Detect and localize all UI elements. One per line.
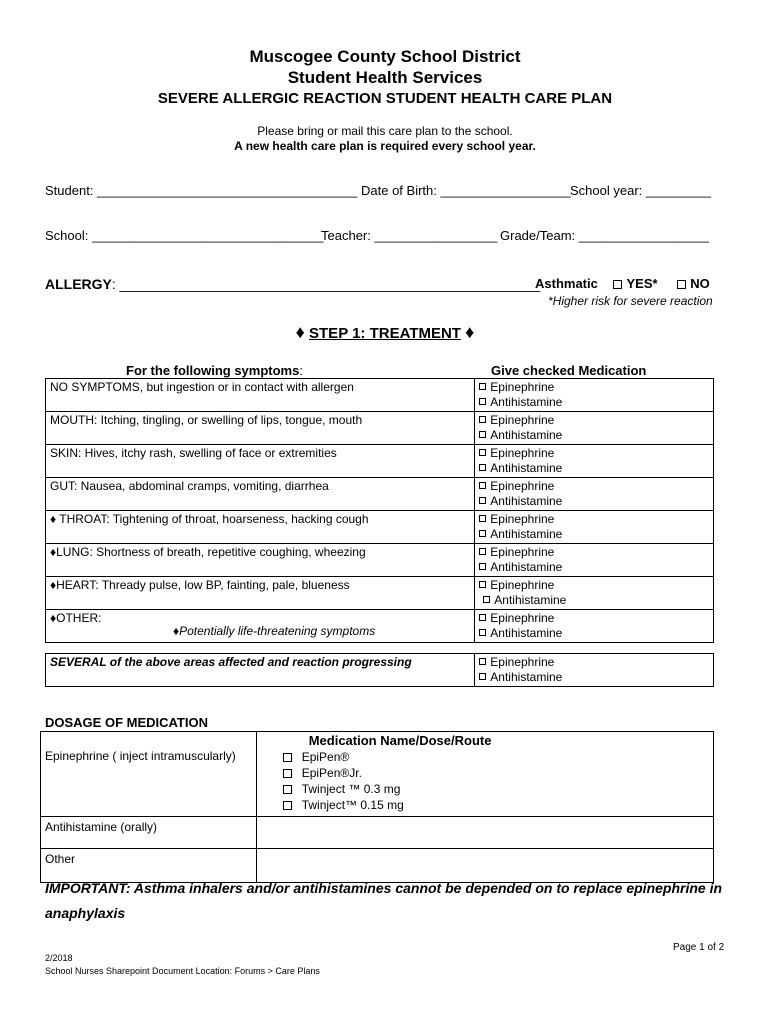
diamond-icon: ♦ [465, 322, 475, 342]
dosage-option: EpiPen® [283, 749, 709, 765]
allergy-label: ALLERGY [45, 276, 112, 292]
yes-label: YES* [626, 276, 658, 291]
dob-field[interactable]: Date of Birth: __________________ [361, 183, 571, 198]
medication-cell [475, 577, 714, 610]
step1-title: STEP 1: TREATMENT [309, 325, 461, 342]
table-row [46, 577, 714, 610]
medication-option: Epinephrine [490, 479, 555, 493]
dosage-option: Twinject™ 0.15 mg [283, 797, 709, 813]
symptom-cell: ♦ THROAT: Tightening of throat, hoarseness, hacking cough [46, 511, 475, 544]
symptom-cell: ♦HEART: Thready pulse, low BP, fainting, pale, blueness [46, 577, 475, 610]
medication-header: Give checked Medication [491, 363, 647, 378]
checkbox[interactable] [479, 530, 486, 537]
medication-option: Antihistamine [490, 494, 563, 508]
important-warning: IMPORTANT: Asthma inhalers and/or antihistamines cannot be depended on to replace epinephrine in [45, 880, 723, 896]
dosage-table [40, 731, 714, 883]
checkbox[interactable] [479, 673, 486, 680]
dosage-option: EpiPen®Jr. [283, 765, 709, 781]
epinephrine-label: Epinephrine ( inject intramuscularly) [41, 732, 257, 817]
medication-option: Epinephrine [490, 413, 555, 427]
yes-checkbox[interactable] [613, 280, 622, 289]
checkbox[interactable] [479, 548, 486, 555]
epinephrine-options [256, 732, 713, 817]
no-label: NO [690, 276, 710, 291]
medication-option: Antihistamine [494, 593, 567, 607]
important-warning-cont: anaphylaxis [45, 905, 126, 921]
renewal-note: A new health care plan is required every school year. [234, 139, 536, 153]
checkbox[interactable] [479, 482, 486, 489]
medication-option: Antihistamine [490, 395, 563, 409]
checkbox[interactable] [283, 785, 292, 794]
asthmatic-group [535, 276, 710, 291]
asthmatic-label: Asthmatic [535, 276, 598, 291]
allergy-field[interactable] [45, 276, 540, 292]
table-row [46, 379, 714, 412]
checkbox[interactable] [479, 629, 486, 636]
school-field[interactable]: School: ________________________________ [45, 228, 324, 243]
several-table [45, 653, 714, 687]
revision-date: 2/2018 [45, 953, 73, 963]
table-row [46, 412, 714, 445]
table-row [46, 610, 714, 643]
medication-option: Epinephrine [490, 512, 555, 526]
symptom-cell: ♦LUNG: Shortness of breath, repetitive coughing, wheezing [46, 544, 475, 577]
table-row [46, 544, 714, 577]
checkbox[interactable] [283, 801, 292, 810]
checkbox[interactable] [479, 614, 486, 621]
checkbox[interactable] [283, 753, 292, 762]
checkbox[interactable] [479, 464, 486, 471]
checkbox[interactable] [479, 431, 486, 438]
table-row [41, 732, 714, 817]
medication-option: Epinephrine [490, 578, 555, 592]
symptom-cell: MOUTH: Itching, tingling, or swelling of lips, tongue, mouth [46, 412, 475, 445]
table-row [46, 445, 714, 478]
checkbox[interactable] [479, 581, 486, 588]
checkbox[interactable] [479, 416, 486, 423]
other-label: Other [41, 849, 257, 883]
dosage-column-header: Medication Name/Dose/Route [308, 733, 492, 748]
grade-field[interactable]: Grade/Team: __________________ [500, 228, 709, 243]
medication-option: Antihistamine [490, 560, 563, 574]
medication-option: Antihistamine [490, 428, 563, 442]
symptom-cell: NO SYMPTOMS, but ingestion or in contact with allergen [46, 379, 475, 412]
dosage-option: Twinject ™ 0.3 mg [283, 781, 709, 797]
school-year-field[interactable]: School year: _________ [570, 183, 711, 198]
page-number: Page 1 of 2 [673, 942, 725, 953]
medication-cell [475, 511, 714, 544]
medication-cell [475, 478, 714, 511]
medication-cell [475, 379, 714, 412]
checkbox[interactable] [479, 383, 486, 390]
teacher-field[interactable]: Teacher: _________________ [321, 228, 498, 243]
checkbox[interactable] [479, 398, 486, 405]
department-title: Student Health Services [287, 68, 483, 87]
symptom-cell: ♦OTHER: [46, 610, 475, 643]
antihistamine-entry[interactable] [256, 817, 713, 849]
medication-cell [475, 445, 714, 478]
diamond-icon: ♦ [295, 322, 305, 342]
checkbox[interactable] [479, 658, 486, 665]
symptoms-header: For the following symptoms: [126, 363, 303, 378]
medication-cell [475, 544, 714, 577]
medication-option: Antihistamine [490, 461, 563, 475]
district-title: Muscogee County School District [249, 47, 521, 66]
checkbox[interactable] [479, 449, 486, 456]
medication-option: Epinephrine [490, 611, 555, 625]
document-location: School Nurses Sharepoint Document Location: Forums > Care Plans [45, 966, 320, 976]
medication-option: Antihistamine [490, 626, 563, 640]
checkbox[interactable] [479, 515, 486, 522]
symptoms-table [45, 378, 714, 643]
checkbox[interactable] [283, 769, 292, 778]
no-checkbox[interactable] [677, 280, 686, 289]
medication-option: Epinephrine [490, 446, 555, 460]
medication-cell [475, 610, 714, 643]
checkbox[interactable] [479, 563, 486, 570]
instruction-note: Please bring or mail this care plan to the school. [257, 124, 513, 138]
table-row [41, 817, 714, 849]
checkbox[interactable] [483, 596, 490, 603]
life-threatening-footnote: ♦Potentially life-threatening symptoms [173, 624, 376, 638]
medication-cell [475, 412, 714, 445]
student-field[interactable]: Student: ____________________________________ [45, 183, 358, 198]
table-row [41, 849, 714, 883]
medication-option: Epinephrine [490, 545, 555, 559]
symptom-cell: SKIN: Hives, itchy rash, swelling of face or extremities [46, 445, 475, 478]
several-symptom: SEVERAL of the above areas affected and reaction progressing [46, 654, 475, 687]
several-med-cell: Epinephrine Antihistamine [475, 654, 714, 687]
checkbox[interactable] [479, 497, 486, 504]
symptom-cell: GUT: Nausea, abdominal cramps, vomiting, diarrhea [46, 478, 475, 511]
dosage-title: DOSAGE OF MEDICATION [45, 715, 208, 730]
medication-option: Epinephrine [490, 380, 555, 394]
plan-title: SEVERE ALLERGIC REACTION STUDENT HEALTH CARE PLAN [157, 90, 613, 107]
other-entry[interactable] [256, 849, 713, 883]
step1-heading [0, 322, 770, 343]
antihistamine-label: Antihistamine (orally) [41, 817, 257, 849]
allergy-line: : ______________________________________________________ [111, 276, 541, 292]
table-row [46, 654, 714, 687]
asthma-risk-note: *Higher risk for severe reaction [548, 294, 713, 308]
medication-option: Antihistamine [490, 527, 563, 541]
table-row [46, 478, 714, 511]
table-row [46, 511, 714, 544]
